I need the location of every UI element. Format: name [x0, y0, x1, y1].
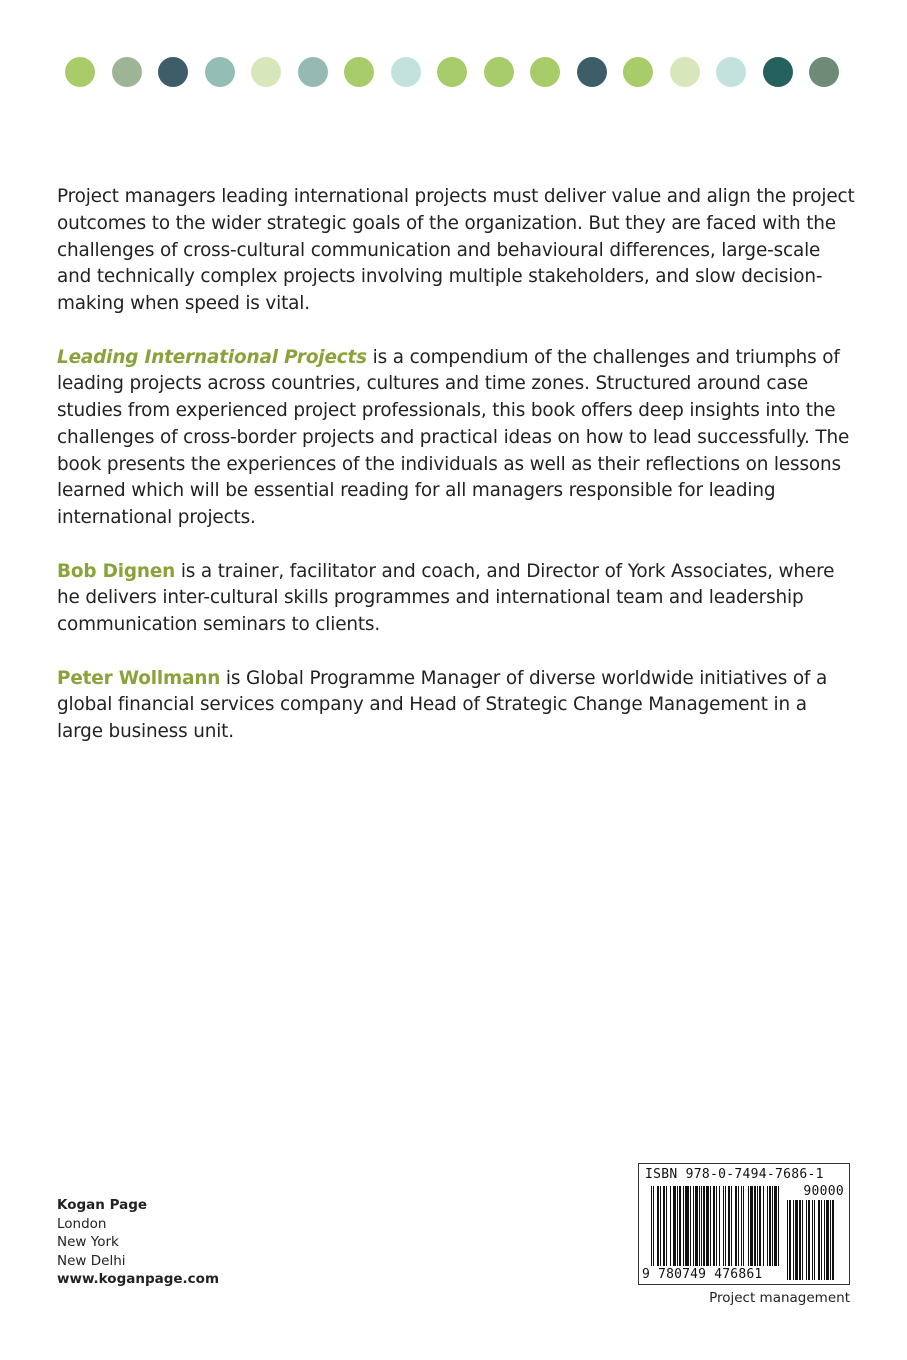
barcode-bar: [763, 1186, 764, 1266]
barcode-bar: [723, 1186, 724, 1266]
barcode-bar: [710, 1186, 711, 1266]
barcode-bar: [725, 1186, 726, 1266]
barcode-bar: [826, 1200, 829, 1280]
barcode-bar: [679, 1186, 681, 1266]
decorative-dot: [577, 57, 607, 87]
price-code: 90000: [803, 1184, 844, 1199]
barcode-bar: [663, 1186, 665, 1266]
decorative-dot: [298, 57, 328, 87]
decorative-dot: [391, 57, 421, 87]
decorative-dot: [530, 57, 560, 87]
author-bio-paragraph: [57, 559, 855, 639]
barcode-bar: [701, 1186, 702, 1266]
barcode-bar: [741, 1186, 742, 1266]
barcode-bar: [690, 1186, 691, 1266]
barcode-bar: [738, 1186, 739, 1266]
author-bio-paragraph: [57, 666, 855, 746]
supplement-bars: [787, 1200, 845, 1280]
publisher-city: New York: [57, 1234, 119, 1251]
decorative-dot: [623, 57, 653, 87]
decorative-dot: [344, 57, 374, 87]
barcode-bar: [812, 1200, 813, 1280]
barcode-bar: [683, 1186, 684, 1266]
author-name: Bob Dignen: [57, 560, 176, 582]
barcode-bar: [824, 1200, 825, 1280]
barcode-bar: [660, 1186, 661, 1266]
book-description: is a compendium of the challenges and triumphs of leading projects across countries, cultures and time zones. Structured around case studies from experienced project professionals, this book offers deep insights into the challenges of cross-border projects and practical ideas on how to lead successfully. The book presents the experiences of the individuals as well as their reflections on lessons learned which will be essential reading for all managers responsible for leading international projects.: [57, 346, 850, 528]
publisher-name: Kogan Page: [57, 1197, 148, 1213]
decorative-dot: [763, 57, 793, 87]
barcode-bar: [748, 1186, 749, 1266]
barcode-bar: [657, 1186, 659, 1266]
intro-paragraph: Project managers leading international projects must deliver value and align the project outcomes to the wider strategic goals of the organization. But they are faced with the challenges of cross-cultural communication and behavioural differences, large-scale and technically complex projects involving multiple stakeholders, and slow decision-making when speed is vital.: [57, 186, 855, 314]
barcode-bar: [769, 1186, 771, 1266]
barcode-bar: [651, 1186, 652, 1266]
publisher-website: www.koganpage.com: [57, 1271, 220, 1288]
barcode-bar: [830, 1200, 831, 1280]
barcode-bar: [795, 1200, 798, 1280]
barcode-bar: [799, 1200, 801, 1280]
author-name: Peter Wollmann: [57, 667, 221, 689]
barcode-bar: [832, 1200, 834, 1280]
barcode-bar: [818, 1200, 820, 1280]
barcode-bar: [789, 1200, 791, 1280]
publisher-city: London: [57, 1215, 107, 1232]
barcode-bar: [670, 1186, 671, 1266]
barcode-bar: [802, 1200, 803, 1280]
barcode-bar: [772, 1186, 773, 1266]
back-cover-blurb: [57, 184, 855, 746]
barcode-bar: [778, 1186, 779, 1266]
barcode-bar: [703, 1186, 705, 1266]
barcode-bar: [793, 1200, 794, 1280]
barcode-bar: [767, 1186, 768, 1266]
decorative-dot-row: [0, 57, 907, 87]
decorative-dot: [437, 57, 467, 87]
barcode-bar: [706, 1186, 709, 1266]
barcode-bar: [757, 1186, 758, 1266]
barcode-bar: [808, 1200, 810, 1280]
decorative-dot: [112, 57, 142, 87]
barcode-bar: [699, 1186, 700, 1266]
barcode-bar: [719, 1186, 720, 1266]
barcode-bar: [693, 1186, 694, 1266]
decorative-dot: [670, 57, 700, 87]
barcode-bar: [713, 1186, 715, 1266]
decorative-dot: [205, 57, 235, 87]
decorative-dot: [158, 57, 188, 87]
barcode-bar: [787, 1200, 788, 1280]
barcode-bar: [677, 1186, 678, 1266]
barcode-bar: [806, 1200, 807, 1280]
barcode-bar: [695, 1186, 698, 1266]
barcode-bar: [750, 1186, 753, 1266]
barcode-bar: [666, 1186, 667, 1266]
barcode-bar: [728, 1186, 730, 1266]
isbn-barcode: [638, 1163, 850, 1285]
barcode-bar: [821, 1200, 822, 1280]
ean-bars: [651, 1186, 781, 1266]
barcode-bar: [685, 1186, 689, 1266]
decorative-dot: [251, 57, 281, 87]
barcode-bar: [735, 1186, 737, 1266]
barcode-bar: [731, 1186, 732, 1266]
ean-digits: 9 780749 476861: [642, 1267, 763, 1282]
barcode-bar: [653, 1186, 654, 1266]
isbn-label: ISBN 978-0-7494-7686-1: [645, 1167, 824, 1182]
decorative-dot: [65, 57, 95, 87]
barcode-bar: [814, 1200, 815, 1280]
barcode-bar: [754, 1186, 756, 1266]
barcode-bar: [673, 1186, 676, 1266]
barcode-bar: [716, 1186, 717, 1266]
book-title: Leading International Projects: [57, 346, 367, 368]
publisher-block: [57, 1196, 219, 1289]
barcode-bar: [774, 1186, 777, 1266]
author-bio: is a trainer, facilitator and coach, and Director of York Associates, where he delivers inter-cultural skills programmes and international team and leadership communication seminars to clients.: [57, 560, 835, 635]
decorative-dot: [484, 57, 514, 87]
decorative-dot: [716, 57, 746, 87]
barcode-bar: [743, 1186, 744, 1266]
barcode-bar: [759, 1186, 761, 1266]
decorative-dot: [809, 57, 839, 87]
subject-category: Project management: [709, 1290, 850, 1306]
publisher-city: New Delhi: [57, 1252, 126, 1269]
book-description-paragraph: [57, 345, 855, 532]
author-bio: is Global Programme Manager of diverse worldwide initiatives of a global financial services company and Head of Strategic Change Management in a large business unit.: [57, 667, 828, 742]
